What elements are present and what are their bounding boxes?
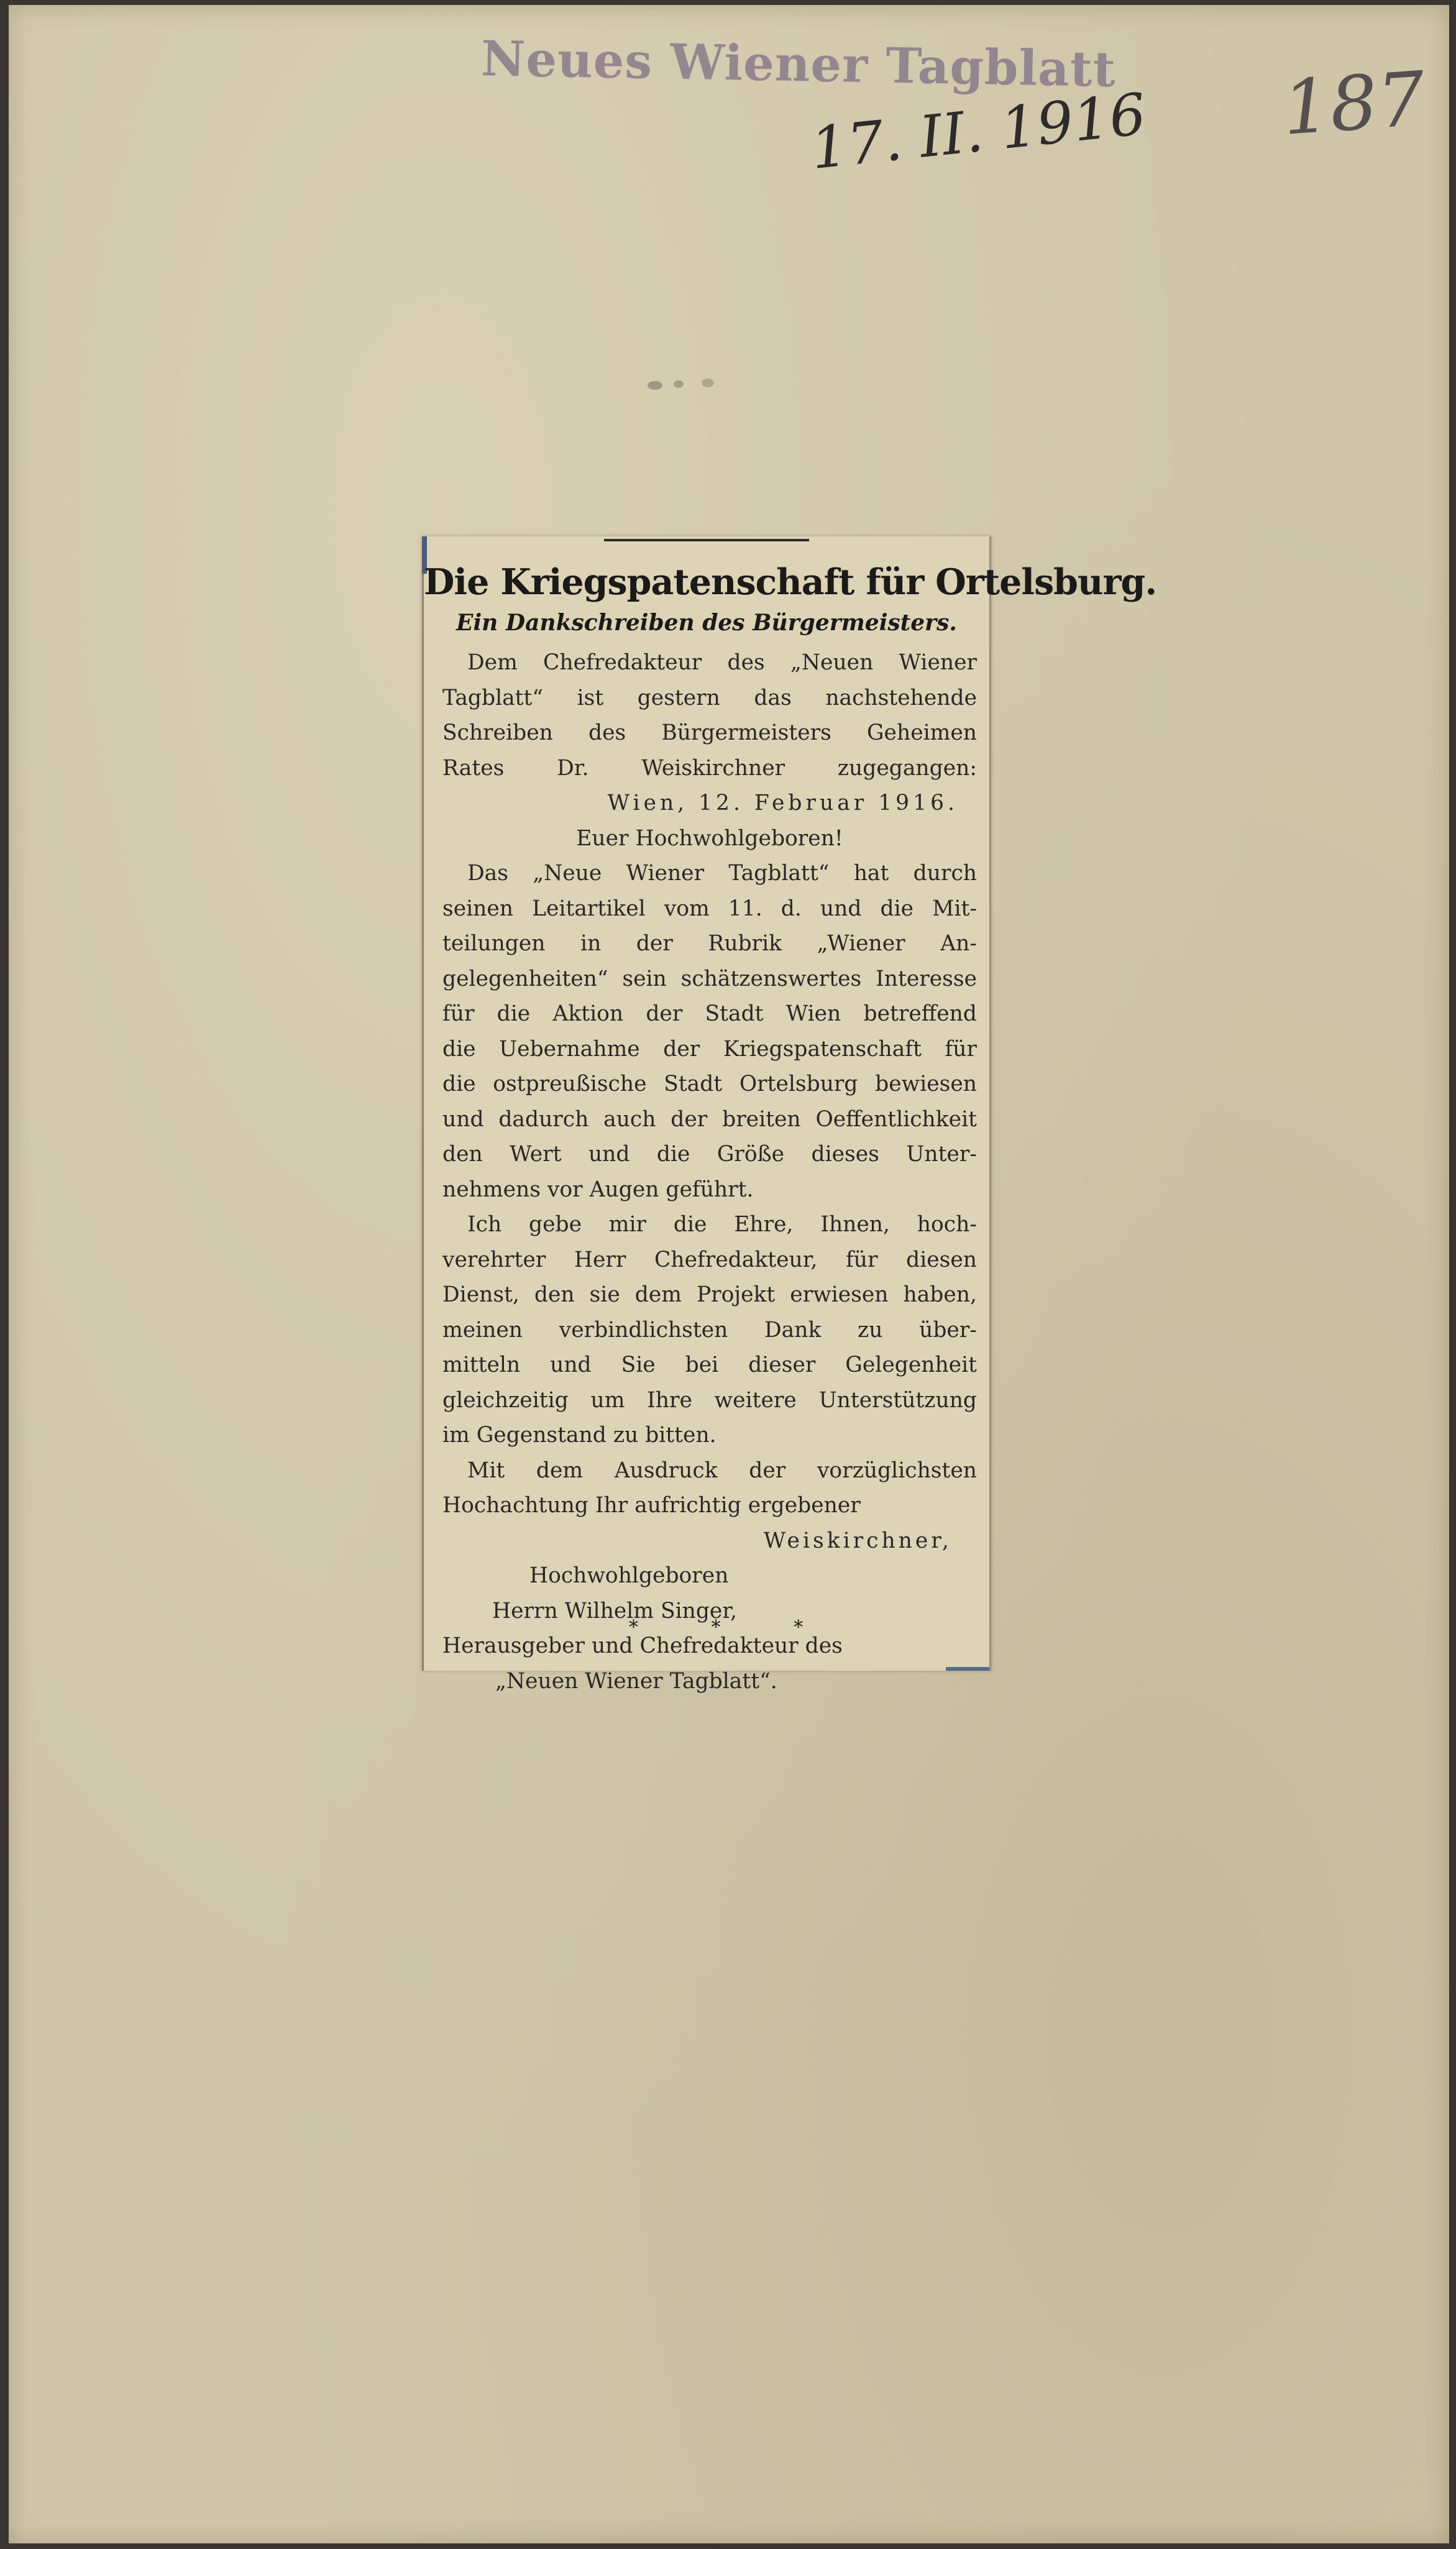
- newspaper-stamp: Neues Wiener Tagblatt: [480, 30, 1117, 98]
- article-line: Mit dem Ausdruck der vorzüglichsten: [467, 1458, 977, 1483]
- article-body: [442, 645, 977, 1699]
- article-line: verehrter Herr Chefredakteur, für diesen: [442, 1247, 977, 1272]
- article-subtitle: Ein Dankschreiben des Bürgermeisters.: [456, 610, 957, 636]
- article-title: Die Kriegspatenschaft für Ortelsburg.: [424, 561, 1157, 603]
- article-line: Dem Chefredakteur des „Neuen Wiener: [467, 650, 977, 675]
- address-line: Hochwohlgeboren: [529, 1563, 729, 1588]
- clipping-edge-mark-bottom: [946, 1667, 989, 1671]
- handwritten-date: 17. II. 1916: [807, 81, 1149, 182]
- article-line: meinen verbindlichsten Dank zu über-: [442, 1317, 977, 1343]
- address-line: Herausgeber und Chefredakteur des: [442, 1633, 843, 1658]
- article-line: teilungen in der Rubrik „Wiener An-: [442, 931, 977, 956]
- handwritten-page-number: 187: [1280, 56, 1428, 152]
- article-line: gleichzeitig um Ihre weitere Unterstützung: [442, 1387, 977, 1413]
- article-line: Das „Neue Wiener Tagblatt“ hat durch: [467, 861, 977, 886]
- article-line: im Gegenstand zu bitten.: [442, 1423, 717, 1448]
- article-line: die Uebernahme der Kriegspatenschaft für: [442, 1036, 977, 1062]
- clipping-top-rule: [604, 539, 809, 541]
- letter-salutation: Euer Hochwohlgeboren!: [576, 825, 843, 851]
- closing-ornament: * * *: [629, 1617, 837, 1638]
- article-line: Rates Dr. Weiskirchner zugegangen:: [442, 755, 977, 781]
- address-line: Herrn Wilhelm Singer,: [492, 1598, 738, 1624]
- archive-sheet: [9, 5, 1449, 2543]
- article-line: nehmens vor Augen geführt.: [442, 1177, 754, 1202]
- article-line: Hochachtung Ihr aufrichtig ergebener: [442, 1493, 861, 1518]
- article-line: seinen Leitartikel vom 11. d. und die Mit-: [442, 896, 977, 921]
- article-line: und dadurch auch der breiten Oeffentlichkeit: [442, 1106, 977, 1132]
- address-line: „Neuen Wiener Tagblatt“.: [495, 1668, 777, 1694]
- article-line: den Wert und die Größe dieses Unter-: [442, 1142, 977, 1167]
- letter-signature: Weiskirchner,: [763, 1528, 952, 1553]
- newspaper-clipping: [422, 536, 1157, 1694]
- article-line: Tagblatt“ ist gestern das nachstehende: [442, 685, 977, 710]
- article-line: Schreiben des Bürgermeisters Geheimen: [442, 720, 977, 745]
- article-line: gelegenheiten“ sein schätzenswertes Interesse: [442, 966, 977, 991]
- article-line: Ich gebe mir die Ehre, Ihnen, hoch-: [467, 1212, 977, 1237]
- article-line: für die Aktion der Stadt Wien betreffend: [442, 1001, 977, 1026]
- letter-dateline: Wien, 12. Februar 1916.: [607, 791, 958, 815]
- article-line: Dienst, den sie dem Projekt erwiesen haben,: [442, 1282, 977, 1307]
- article-line: mitteln und Sie bei dieser Gelegenheit: [442, 1353, 977, 1377]
- ink-smudge: [643, 372, 736, 397]
- article-line: die ostpreußische Stadt Ortelsburg bewiesen: [442, 1072, 977, 1096]
